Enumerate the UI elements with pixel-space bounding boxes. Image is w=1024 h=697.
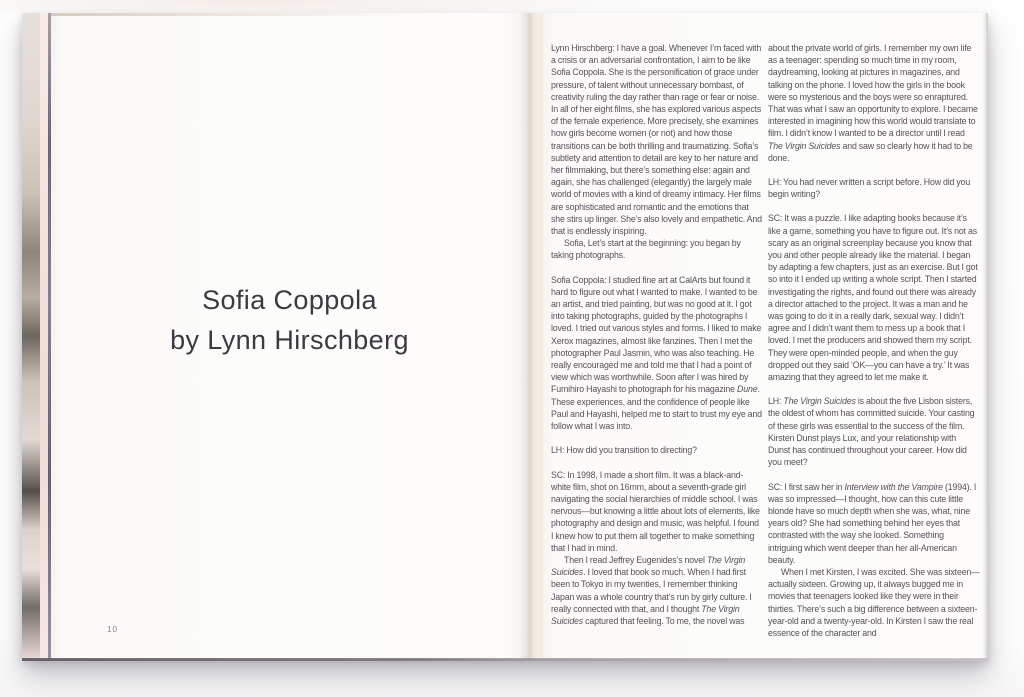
book-gutter xyxy=(518,13,546,659)
page-edge-pink xyxy=(40,13,48,659)
interview-paragraph: LH: You had never written a script before. How did you begin writing? xyxy=(768,177,971,200)
text-column-right xyxy=(768,42,980,657)
interview-paragraph: Lynn Hirschberg: I have a goal. Whenever I’m faced with a crisis or an adversarial confrontation, I aim to be like Sofia Coppola. She is the personification of grace under pressure, of talent without unnecessary bombast, of creativity ruling the day rather than rage or fear or noise. In all of her eight films, she has explored various aspects of the female experience. More precisely, she examines how girls become women (or not) and how those transitions can be both thrilling and traumatizing. Sofia’s subtlety and attention to detail are key to her nature and her filmmaking, but there’s something else: again and again, she has challenged (elegantly) the largely male world of movies with a kind of dreamy intimacy. Her films are sophisticated and romantic and the emotions that she stirs up linger. She’s also lovely and empathetic. And that is endlessly inspiring. xyxy=(551,43,762,237)
interview-paragraph: LH: The Virgin Suicides is about the five Lisbon sisters, the oldest of whom has committed suicide. Your casting of these girls was essential to the success of the film. Kirsten Dunst plays Lux, and your relationship with Dunst has continued throughout your career. How did you meet? xyxy=(768,396,975,468)
interview-paragraph: SC: I first saw her in Interview with the Vampire (1994). I was so impressed—I thought, how can this cute little blonde have so much depth when she was, what, nine years old? She had something behind her eyes that contrasted with the way she looked. Something intriguing which went deeper than her all-American beauty. xyxy=(768,481,977,565)
title-line-2: by Lynn Hirschberg xyxy=(170,325,409,355)
left-page xyxy=(51,13,518,659)
page-title xyxy=(61,280,518,360)
interview-paragraph: about the private world of girls. I remember my own life as a teenager: spending so much time in my room, daydreaming, looking at pictures in magazines, and talking on the phone. I loved how the girls in the book were so mysterious and the boys were so enraptured. That was what I saw an opportunity to explore. I became interested in imagining how this world would translate to film. I didn’t know I wanted to be a director until I read The Virgin Suicides and saw so clearly how it had to be done. xyxy=(768,43,978,163)
interview-paragraph: Sofia Coppola: I studied fine art at CalArts but found it hard to figure out what I wanted to make. I wanted to be an artist, and tried painting, but was no good at it. I got into taking photographs, guided by the photographs I loved. I tried out various styles and forms. I liked to make Xerox magazines, almost like fanzines. Then I met the photographer Paul Jasmin, who was also teaching. He really encouraged me and told me that I had a point of view which was worthwhile. Soon after I was hired by Fumihiro Hayashi to photograph for his magazine Dune. These experiences, and the confidence of people like Paul and Hayashi, helped me to start to trust my eye and follow what I was into. xyxy=(551,274,762,432)
interview-paragraph: Then I read Jeffrey Eugenides’s novel The Virgin Suicides. I loved that book so much. When I had first been to Tokyo in my twenties, I remember thinking Japan was a whole country that’s run by girly culture. I really connected with that, and I thought The Virgin Suicides captured that feeling. To me, the novel was xyxy=(551,554,752,626)
interview-paragraph: SC: It was a puzzle. I like adapting books because it’s like a game, something you have to figure out. It’s not as scary as an original screenplay because you know that you and other people already like the material. I began by adapting a few chapters, just as an exercise. But I got so into it I ended up writing a whole script. Then I started investigating the rights, and found out there was already a director attached to the project. It was a man and he was going to do it in a really dark, sexual way. I didn’t agree and I didn’t want them to mess up a book that I loved. I met the producers and showed them my script. They were open-minded people, and when the guy dropped out they said ‘OK—you can have a try.’ It was amazing that they agreed to let me make it. xyxy=(768,213,978,383)
open-book xyxy=(22,13,988,659)
page-number: 10 xyxy=(107,624,118,634)
interview-paragraph: When I met Kirsten, I was excited. She was sixteen—actually sixteen. Growing up, it always bugged me in movies that teenagers looked like they were in their thirties. There’s such a big difference between a sixteen-year-old and a twenty-year-old. In Kirsten I saw the real essence of the character and xyxy=(768,566,980,638)
previous-page-photo-edge xyxy=(22,13,40,659)
right-page xyxy=(546,13,988,659)
title-line-1: Sofia Coppola xyxy=(202,285,377,315)
interview-paragraph: LH: How did you transition to directing? xyxy=(551,445,697,456)
interview-paragraph: Sofia, Let’s start at the beginning: you began by taking photographs. xyxy=(551,238,741,261)
text-column-left xyxy=(551,42,762,657)
interview-paragraph: SC: In 1998, I made a short film. It was a black-and-white film, shot on 16mm, about a seventh-grade girl navigating the social hierarchies of middle school. I was nervous—but knowing a little about lots of elements, like photography and design and music, was helpful. I found I knew how to put them all together to make something that I had in mind. xyxy=(551,469,760,553)
